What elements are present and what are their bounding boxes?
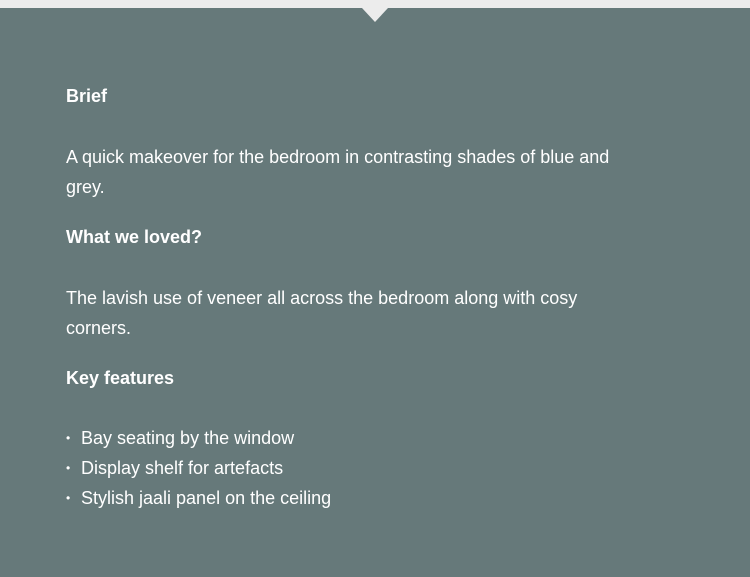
top-strip (0, 0, 750, 8)
feature-text: Display shelf for artefacts (81, 458, 284, 478)
feature-text: Stylish jaali panel on the ceiling (81, 488, 332, 508)
list-item (66, 483, 626, 513)
pointer-arrow-icon (362, 8, 388, 22)
feature-text: Bay seating by the window (81, 428, 295, 448)
list-item (66, 453, 626, 483)
loved-heading: What we loved? (66, 227, 203, 247)
key-features-heading: Key features (66, 368, 175, 388)
bullet-icon: • (66, 431, 71, 445)
key-features-list (66, 423, 626, 513)
list-item (66, 423, 626, 453)
bullet-icon: • (66, 461, 71, 475)
brief-text: A quick makeover for the bedroom in contrasting shades of blue and grey. (66, 147, 610, 197)
loved-text: The lavish use of veneer all across the bedroom along with cosy corners. (66, 288, 578, 338)
bullet-icon: • (66, 491, 71, 505)
details-content (66, 84, 626, 513)
brief-heading: Brief (66, 86, 108, 106)
